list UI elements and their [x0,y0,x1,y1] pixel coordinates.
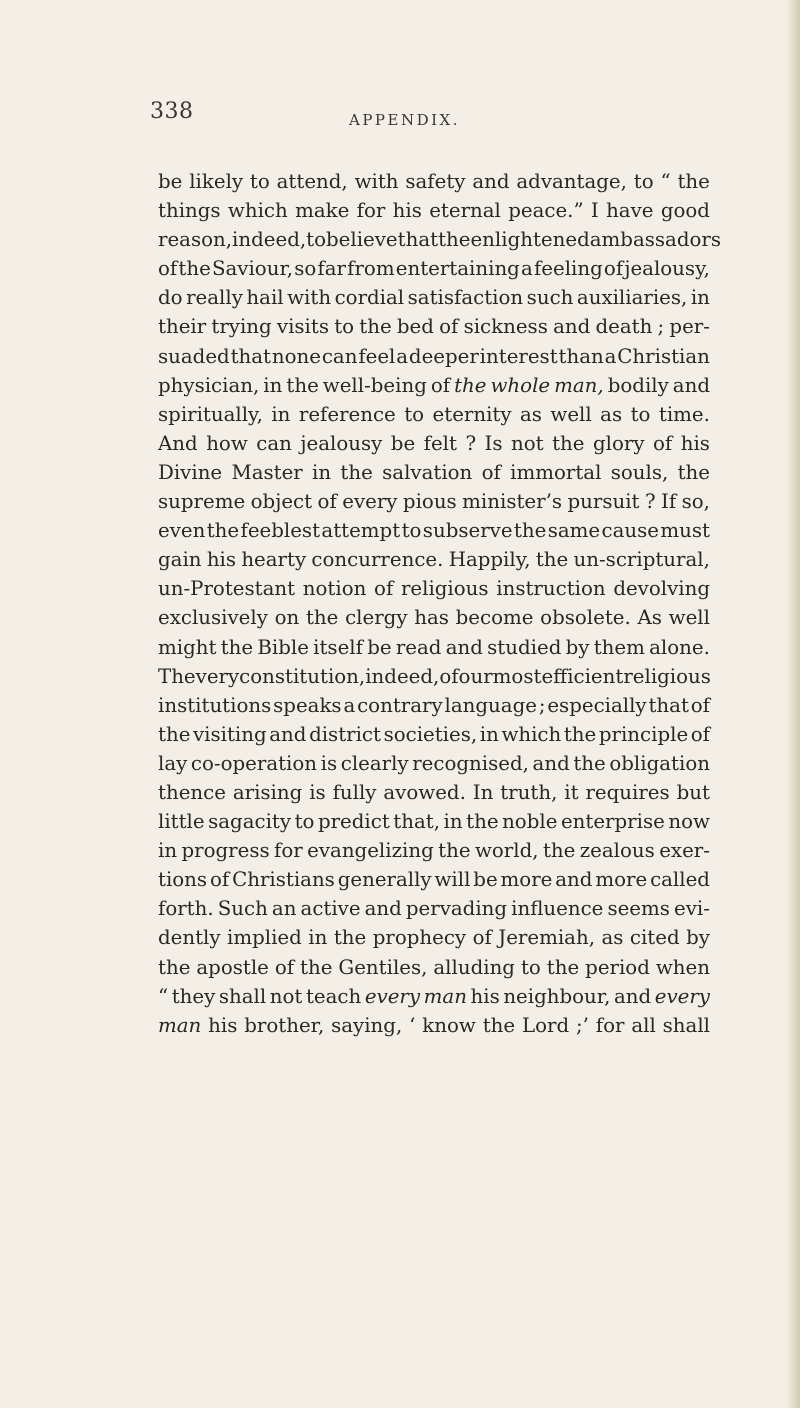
text-line: thence arising is fully avowed. In truth, it requires but [158,780,710,804]
text-line: lay co-operation is clearly recognised, and the obligation [158,751,710,775]
text-line: exclusively on the clergy has become obsolete. As well [158,606,710,630]
text-line: even the feeblest attempt to subserve the same cause must [158,519,710,543]
text-line: might the Bible itself be read and studied by them alone. [158,635,710,659]
text-line: forth. Such an active and pervading influence seems evi- [158,897,710,921]
text-line: of the Saviour, so far from entertaining a feeling of jealousy, [158,257,710,281]
text-line: The very constitution, indeed, of our most efficient religious [158,664,711,688]
page-number: 338 [150,99,194,124]
text-line: reason, indeed, to believe that the enlightened ambassadors [158,228,722,252]
text-line: the apostle of the Gentiles, alluding to the period when [158,955,710,979]
text-line: do really hail with cordial satisfaction such auxiliaries, in [158,286,710,310]
text-line: And how can jealousy be felt ? Is not the glory of his [158,431,710,455]
text-line: physician, in the well-being of the whole man, bodily and [158,373,710,397]
text-line: supreme object of every pious minister’s pursuit ? If so, [158,490,710,514]
text-line: in progress for evangelizing the world, the zealous exer- [158,839,710,863]
body-paragraph [158,167,722,1040]
text-line: their trying visits to the bed of sickness and death ; per- [158,315,710,339]
text-line: things which make for his eternal peace.” I have good [158,199,710,223]
text-line: suaded that none can feel a deeper interest than a Christian [158,344,710,368]
text-line: dently implied in the prophecy of Jeremiah, as cited by [158,926,710,950]
text-line: Divine Master in the salvation of immortal souls, the [158,460,710,484]
text-line: the visiting and district societies, in which the principle of [158,722,710,746]
running-head: APPENDIX. [349,111,460,129]
text-line: gain his hearty concurrence. Happily, the un-scriptural, [158,548,710,572]
text-line: institutions speaks a contrary language ; especially that of [158,693,710,717]
text-line: be likely to attend, with safety and advantage, to “ the [158,170,710,193]
text-line: tions of Christians generally will be more and more called [158,868,710,892]
text-line: “ they shall not teach every man his neighbour, and every [158,984,710,1008]
text-line: little sagacity to predict that, in the noble enterprise now [158,810,710,834]
page-edge-shadow [786,0,800,1408]
text-line: spiritually, in reference to eternity as well as to time. [158,402,710,426]
text-line: un-Protestant notion of religious instruction devolving [158,577,710,601]
text-line: man his brother, saying, ‘ know the Lord ;’ for all shall [158,1013,710,1037]
